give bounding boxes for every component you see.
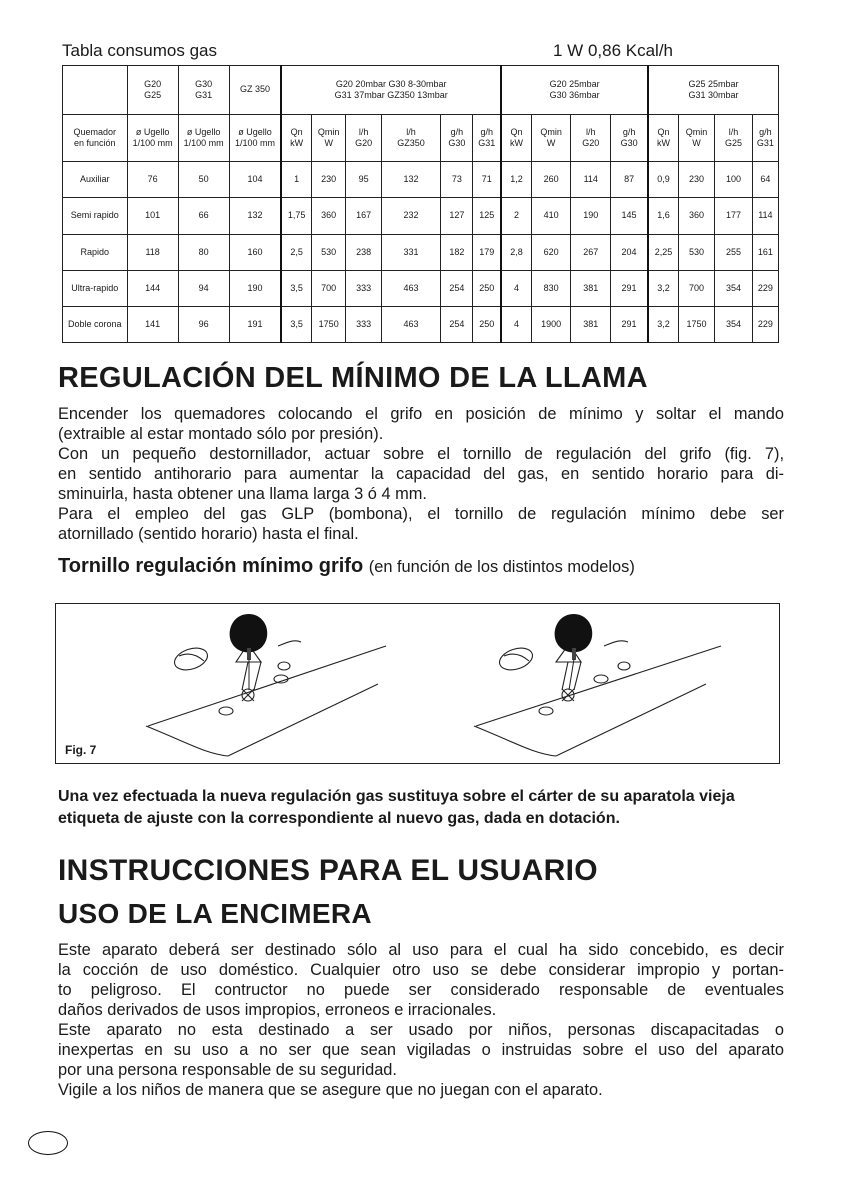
table-column-header-line: Qmin [540,127,562,137]
table-cell: 114 [752,198,778,234]
table-column-header [229,115,281,162]
table-group-header-line: G30 [195,78,213,89]
table-cell: 204 [611,234,649,270]
table-group-header [648,66,778,115]
table-cell: 1,2 [501,162,531,198]
table-cell: 232 [381,198,440,234]
table-column-header [531,115,571,162]
table-cell: 118 [127,234,178,270]
table-column-header-line: G25 [725,138,743,149]
valve-drawing-left [146,641,388,756]
regulacion-line: sminuirla, hasta obtener una llama larga 3 ó 4 mm. [58,485,427,503]
table-cell: 620 [531,234,571,270]
regulacion-heading: REGULACIÓN DEL MÍNIMO DE LA LLAMA [58,362,648,394]
table-cell: 1,75 [281,198,311,234]
table-cell: 1 [281,162,311,198]
table-cell: 354 [715,306,753,342]
table-column-header [127,115,178,162]
table-group-header [178,66,229,115]
table-cell: 700 [678,270,714,306]
screwdriver-right [555,614,593,690]
table-cell: 132 [229,198,281,234]
table-cell: 161 [752,234,778,270]
table-group-header [501,66,648,115]
table-column-header-line: G30 [620,138,638,149]
table-cell: 230 [312,162,346,198]
table-column-header [715,115,753,162]
table-column-header-line: Qn [657,127,670,137]
table-column-header-line: G30 [448,138,466,149]
table-group-header-line: G20 20mbar G30 8-30mbar [335,78,447,89]
unit-conversion: 1 W 0,86 Kcal/h [553,41,674,60]
table-cell: 4 [501,270,531,306]
table-cell: 354 [715,270,753,306]
table-cell: 64 [752,162,778,198]
table-cell: 177 [715,198,753,234]
table-group-header-line: GZ 350 [239,84,270,95]
table-group-header [127,66,178,115]
valve-drawing-right [474,641,721,756]
table-column-header-line: W [692,138,701,149]
table-cell: 291 [611,270,649,306]
table-cell: 95 [346,162,381,198]
table-cell: 125 [473,198,501,234]
table-cell: 94 [178,270,229,306]
table-cell: 530 [312,234,346,270]
burner-name-cell: Auxiliar [63,162,128,198]
table-cell: 291 [611,306,649,342]
etiqueta-line: la vieja etiqueta de ajuste con la correspondiente al nuevo gas, dada en dotación. [58,788,735,827]
regulacion-line: Encender los quemadores colocando el grifo en posición de mínimo y soltar el mando [58,405,784,423]
uso-text [58,940,784,1100]
table-column-header-line: l/h [406,127,416,137]
table-column-header-line: l/h [585,127,596,137]
table-cell: 114 [571,162,611,198]
regulacion-line: Con un pequeño destornillador, actuar sobre el tornillo de regulación del grifo (fig. 7), [58,445,784,463]
table-row [63,234,779,270]
burner-name-cell: Semi rapido [63,198,128,234]
table-cell: 127 [441,198,473,234]
uso-line: to peligroso. El contructor no puede ser considerado responsable de eventuales [58,981,784,999]
table-column-header-line: g/h [622,127,636,137]
uso-line: daños derivados de usos impropios, erroneos e irracionales. [58,1001,497,1019]
instrucciones-heading: INSTRUCCIONES PARA EL USUARIO [58,854,598,887]
table-cell: 260 [531,162,571,198]
table-cell: 104 [229,162,281,198]
table-column-header [281,115,311,162]
table-group-header [229,66,281,115]
table-group-header-row [63,66,779,115]
table-cell: 80 [178,234,229,270]
table-column-header-row [63,115,779,162]
table-cell: 191 [229,306,281,342]
table-cell: 2 [501,198,531,234]
table-cell: 700 [312,270,346,306]
table-cell: 381 [571,270,611,306]
table-column-header [381,115,440,162]
table-cell: 229 [752,306,778,342]
table-column-header-line: 1/100 mm [132,138,173,149]
table-cell: 1750 [678,306,714,342]
burner-name-cell: Ultra-rapido [63,270,128,306]
tornillo-heading [58,555,635,578]
table-group-header-line: G31 [195,90,213,101]
table-cell: 141 [127,306,178,342]
table-cell: 73 [441,162,473,198]
table-column-header-line: l/h [358,127,369,137]
table-column-header [63,115,128,162]
table-row [63,306,779,342]
table-column-header-line: 1/100 mm [183,138,224,149]
table-cell: 100 [715,162,753,198]
table-cell: 267 [571,234,611,270]
table-column-header-line: g/h [480,127,494,137]
table-column-header [473,115,501,162]
table-cell: 2,25 [648,234,678,270]
table-column-header-line: g/h [759,127,772,137]
table-column-header-line: G31 [756,138,774,149]
table-cell: 145 [611,198,649,234]
table-cell: 101 [127,198,178,234]
table-group-header-line: G25 [144,90,162,101]
table-cell: 410 [531,198,571,234]
table-column-header-line: ø Ugello [135,127,170,137]
table-cell: 229 [752,270,778,306]
table-cell: 132 [381,162,440,198]
table-column-header-line: ø Ugello [238,127,272,137]
table-cell: 381 [571,306,611,342]
figure-7 [55,603,780,764]
screwdriver-left [230,614,268,690]
uso-heading: USO DE LA ENCIMERA [58,898,372,929]
table-column-header-line: G20 [355,138,373,149]
table-cell: 3,2 [648,306,678,342]
table-column-header-line: g/h [450,127,464,137]
table-cell: 333 [346,270,381,306]
table-cell: 190 [229,270,281,306]
table-cell: 238 [346,234,381,270]
uso-line: inexpertas en su uso a no ser que sean vigiladas o instruidas sobre el uso del aparato [58,1041,784,1059]
table-column-header [571,115,611,162]
table-column-header [441,115,473,162]
table-cell: 254 [441,270,473,306]
table-cell: 463 [381,306,440,342]
table-title: Tabla consumos gas [62,41,217,60]
uso-line: por una persona responsable de su seguridad. [58,1061,397,1079]
table-group-header-line: G30 36mbar [549,90,600,101]
regulacion-text [58,404,784,544]
uso-line: Vigile a los niños de manera que se asegure que no juegan con el aparato. [58,1081,603,1099]
table-column-header-line: ø Ugello [186,127,221,137]
tornillo-subtitle: (en función de los distintos modelos) [368,558,635,576]
etiqueta-line: Una vez efectuada la nueva regulación gas sustituya sobre el cárter de su aparato [58,788,682,805]
table-cell: 250 [473,270,501,306]
table-column-header-line: W [324,138,333,149]
uso-line: Este aparato no esta destinado a ser usado por niños, personas discapacitadas o [58,1021,784,1039]
table-cell: 144 [127,270,178,306]
table-cell: 3,2 [648,270,678,306]
table-column-header-line: G31 [478,138,496,149]
table-cell: 331 [381,234,440,270]
table-cell: 179 [473,234,501,270]
table-group-header [281,66,501,115]
table-column-header-line: en función [74,138,116,149]
table-corner-cell [63,66,128,115]
table-cell: 1900 [531,306,571,342]
page-number-oval [28,1131,68,1155]
table-row [63,270,779,306]
table-column-header [648,115,678,162]
table-column-header-line: Qmin [317,127,340,137]
table-cell: 830 [531,270,571,306]
table-column-header-line: G20 [582,138,600,149]
table-column-header-line: Qmin [685,127,708,137]
table-cell: 0,9 [648,162,678,198]
tornillo-title: Tornillo regulación mínimo grifo [58,555,364,577]
table-cell: 2,8 [501,234,531,270]
table-cell: 255 [715,234,753,270]
table-cell: 160 [229,234,281,270]
table-cell: 230 [678,162,714,198]
table-row [63,198,779,234]
table-column-header-line: kW [290,138,304,149]
table-column-header-line: 1/100 mm [234,138,275,149]
table-cell: 530 [678,234,714,270]
regulacion-line: Para el empleo del gas GLP (bombona), el tornillo de regulación mínimo debe ser [58,505,784,523]
table-column-header [752,115,778,162]
table-column-header-line: Qn [510,127,523,137]
burner-name-cell: Rapido [63,234,128,270]
table-column-header [611,115,649,162]
etiqueta-notice [58,786,784,830]
table-cell: 333 [346,306,381,342]
table-cell: 1,6 [648,198,678,234]
table-cell: 360 [312,198,346,234]
table-column-header-line: kW [510,138,523,149]
table-column-header-line: Qn [290,127,303,137]
table-cell: 182 [441,234,473,270]
figure-label: Fig. 7 [65,743,97,757]
table-column-header [178,115,229,162]
uso-line: Este aparato deberá ser destinado sólo al uso para el cual ha sido concebido, es decir [58,941,784,959]
table-group-header-line: G20 [144,78,162,89]
table-column-header-line: l/h [728,127,739,137]
regulacion-line: en sentido antihorario para aumentar la capacidad del gas, en sentido horario para di- [58,465,784,483]
table-cell: 360 [678,198,714,234]
table-cell: 1750 [312,306,346,342]
table-cell: 463 [381,270,440,306]
table-cell: 50 [178,162,229,198]
gas-consumption-table [62,65,779,343]
table-group-header-line: G25 25mbar [688,78,739,89]
table-cell: 4 [501,306,531,342]
table-cell: 66 [178,198,229,234]
table-group-header-line: G31 37mbar GZ350 13mbar [334,90,448,101]
table-group-header-line: G31 30mbar [688,90,739,101]
valve-illustration [56,604,778,762]
table-cell: 87 [611,162,649,198]
regulacion-line: atornillado (sentido horario) hasta el final. [58,525,359,543]
table-column-header [501,115,531,162]
table-column-header [312,115,346,162]
table-cell: 76 [127,162,178,198]
table-cell: 96 [178,306,229,342]
table-cell: 167 [346,198,381,234]
table-cell: 3,5 [281,306,311,342]
table-cell: 3,5 [281,270,311,306]
table-column-header-line: W [546,138,556,149]
table-column-header-line: kW [656,138,670,149]
table-column-header-line: Quemador [73,127,117,137]
uso-line: la cocción de uso doméstico. Cualquier otro uso se debe considerar impropio y portan- [58,961,784,979]
burner-name-cell: Doble corona [63,306,128,342]
table-cell: 250 [473,306,501,342]
table-cell: 2,5 [281,234,311,270]
table-column-header [346,115,381,162]
table-row [63,162,779,198]
table-cell: 71 [473,162,501,198]
table-column-header [678,115,714,162]
table-column-header-line: GZ350 [397,138,425,149]
regulacion-line: (extraible al estar montado sólo por presión). [58,425,384,443]
table-cell: 190 [571,198,611,234]
table-group-header-line: G20 25mbar [549,78,600,89]
table-cell: 254 [441,306,473,342]
